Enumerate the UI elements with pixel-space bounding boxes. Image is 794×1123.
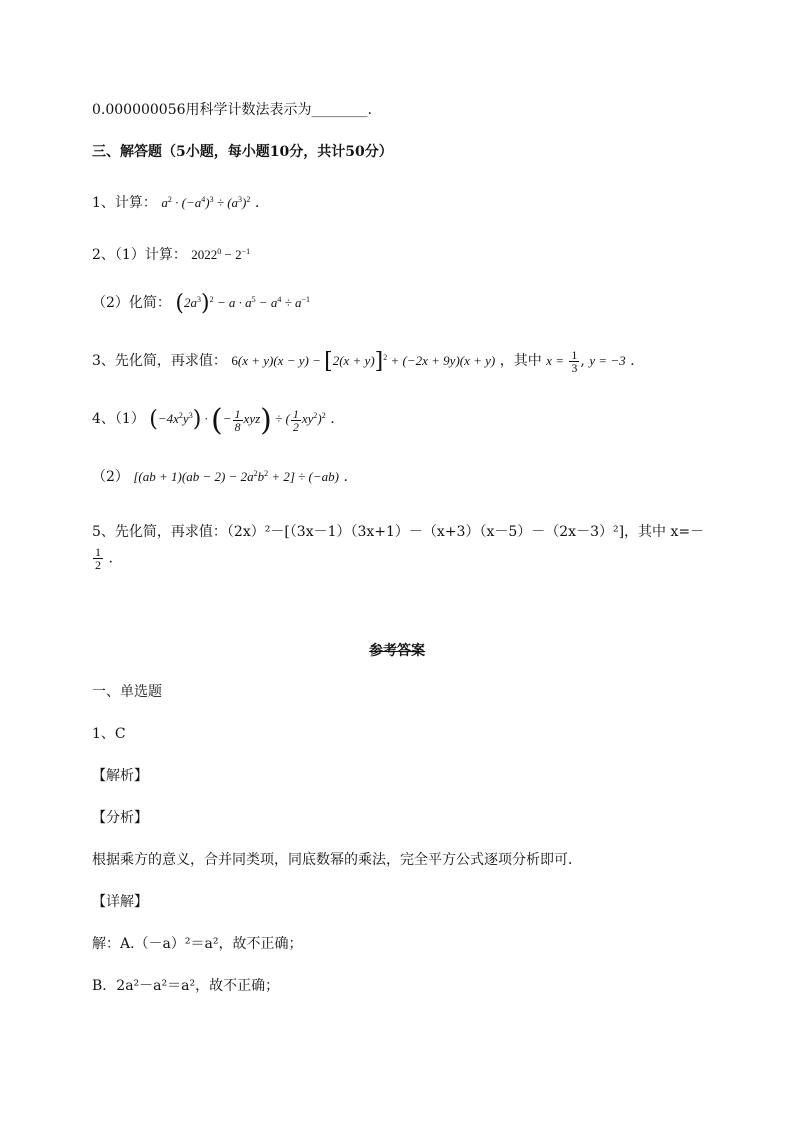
section-heading-text: 三、解答题（5小题，每小题10分，共计50分）: [92, 144, 393, 160]
question-2-part-1: [92, 242, 250, 265]
question-prefix: （2）: [92, 469, 129, 485]
fill-blank-question: [92, 100, 372, 120]
question-4-part-1: [92, 403, 335, 438]
section-heading: [92, 142, 393, 162]
question-4-part-2: [92, 464, 348, 487]
period: .: [254, 195, 260, 211]
answers-title-text: 参考答案: [369, 643, 425, 659]
fenxi-label: [92, 808, 148, 828]
question-5-continued: [92, 546, 113, 571]
question-text: 5、先化简，再求值：（2x）²－[（3x－1）（3x+1）－（x+3）（x－5）－（2x－3）²]，其中 x=－: [92, 524, 705, 540]
solution-b-text: B．2a²－a²＝a²，故不正确；: [92, 978, 280, 994]
question-prefix: 2、（1）计算：: [92, 247, 187, 263]
question-prefix: 1、计算：: [92, 195, 157, 211]
jiexi-text: 【解析】: [92, 768, 148, 784]
y-value: y = −3: [589, 353, 626, 368]
question-text: 0.000000056用科学计数法表示为________.: [92, 102, 372, 118]
x-value: x =: [546, 353, 564, 368]
question-prefix: 4、（1）: [92, 411, 145, 427]
formula: $2022^0 - 2^{-1}$: [191, 247, 251, 262]
question-3: 3、先化简，再求值： $6(x + y)(x - y) - [2(x + y)]^2 + (-2x + 9y)(x + y)$ ，其中 x = $\frac{1}{3}$ , y = −3 .: [92, 347, 635, 375]
period: .: [330, 411, 335, 427]
formula: $(-4x^2y^3)$ · (− $\frac{1}{8}$ xyz) ÷ ( $\frac{1}{2}$ $xy^2)^2$: [149, 403, 326, 438]
fraction: $\frac{1}{3}$: [571, 347, 578, 375]
fenxi-content: [92, 850, 582, 870]
solution-a-text: 解：A.（－a）²＝a²，故不正确；: [92, 936, 303, 952]
formula: $6(x + y)(x - y) - [2(x + y)]^2 + (-2x + 9y)(x + y)$: [231, 349, 496, 374]
formula: $a^2 \cdot (-a^4)^3 \div (a^3)^2$: [161, 195, 251, 210]
xiangjie-label: [92, 892, 148, 912]
period: .: [630, 353, 635, 369]
question-1: [92, 190, 259, 213]
question-prefix: 3、先化简，再求值：: [92, 353, 227, 369]
question-5: [92, 522, 704, 542]
formula: $[(ab + 1)(ab - 2) - 2a^2b^2 + 2] \div (-ab)$: [133, 469, 339, 484]
question-2-part-2: [92, 290, 310, 314]
solution-a: [92, 934, 302, 954]
answer-item-1: [92, 724, 126, 744]
question-prefix: （2）化简：: [92, 295, 171, 311]
solution-b: [92, 976, 279, 996]
period: .: [343, 469, 348, 485]
fraction: $\frac{1}{2}$: [95, 545, 101, 572]
period: .: [108, 550, 113, 567]
answer-item-text: 1、C: [92, 726, 126, 742]
jiexi-label: [92, 766, 148, 786]
answers-section-heading: [92, 682, 162, 702]
fenxi-text: 【分析】: [92, 810, 148, 826]
answers-section-text: 一、单选题: [92, 684, 162, 700]
where-text: ，其中: [499, 353, 542, 369]
fenxi-content-text: 根据乘方的意义，合并同类项，同底数幂的乘法，完全平方公式逐项分析即可．: [92, 852, 582, 868]
answers-title: [0, 640, 794, 660]
formula: $(2a^3)^2 - a \cdot a^5 - a^4 \div a^{-1}$: [175, 291, 311, 316]
xiangjie-text: 【详解】: [92, 894, 148, 910]
